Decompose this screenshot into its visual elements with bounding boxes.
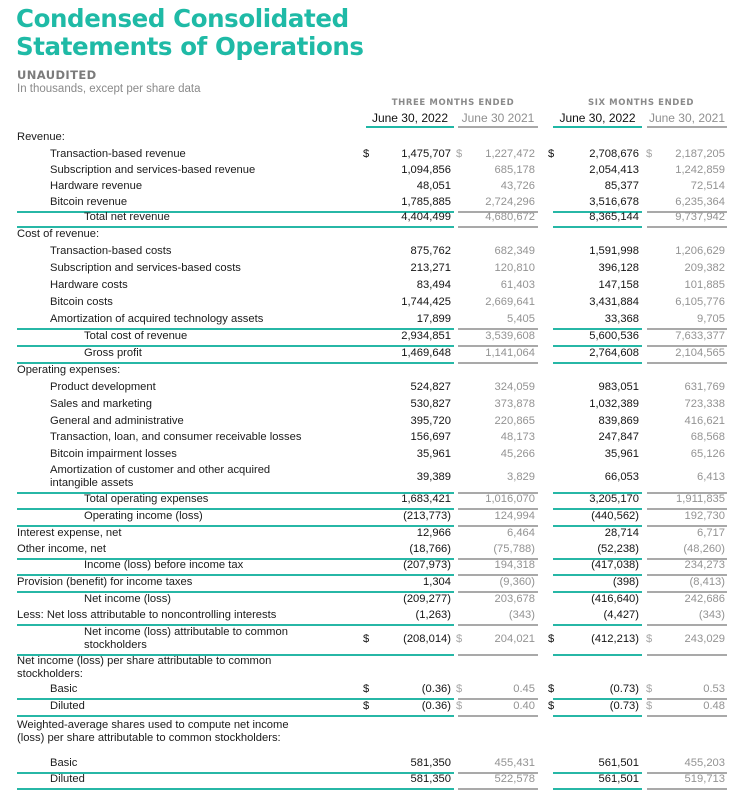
cell-c1: (208,014): [403, 633, 451, 645]
table-row: [0, 429, 750, 446]
row-label: Bitcoin impairment losses: [50, 448, 177, 460]
cell-c4: (343): [698, 609, 725, 621]
row-label: Hardware costs: [50, 279, 128, 291]
cell-c2: 120,810: [494, 262, 535, 274]
cell-c1: 1,304: [423, 576, 451, 588]
cell-c1: (209,277): [403, 593, 451, 605]
table-row: [0, 260, 750, 277]
cell-c3: (440,562): [591, 510, 639, 522]
title-line-1: Condensed Consolidated: [16, 4, 349, 33]
cell-c4: 1,911,835: [676, 493, 725, 505]
cell-c2: 455,431: [494, 757, 535, 769]
dollar-sign: $: [363, 633, 370, 645]
row-label: Amortization of customer and other acquired intangible assets: [50, 464, 271, 489]
row-label: Provision (benefit) for income taxes: [17, 576, 193, 588]
cell-c3: 3,205,170: [589, 493, 639, 505]
cell-c3: 33,368: [604, 313, 639, 325]
row-label: Sales and marketing: [50, 398, 152, 410]
row-label: Total cost of revenue: [84, 330, 188, 342]
cell-c2: 61,403: [500, 279, 535, 291]
table-row: [0, 277, 750, 294]
dollar-sign: $: [548, 148, 555, 160]
cell-c1: 213,271: [410, 262, 451, 274]
cell-c1: 530,827: [410, 398, 451, 410]
row-label: Revenue:: [17, 131, 65, 143]
col-header-6m-2021: June 30, 2021: [647, 111, 727, 128]
cell-c2: 324,059: [494, 381, 535, 393]
cell-c2: 522,578: [494, 773, 535, 785]
table-row: [0, 362, 750, 379]
cell-c1: 17,899: [416, 313, 451, 325]
table-row: [0, 491, 750, 508]
cell-c2: 204,021: [494, 633, 535, 645]
table-row: [0, 698, 750, 715]
cell-c3: 2,708,676: [589, 148, 639, 160]
cell-c4: (8,413): [689, 576, 725, 588]
row-label: Other income, net: [17, 543, 106, 555]
row-label: Diluted: [50, 700, 85, 712]
cell-c3: 28,714: [604, 527, 639, 539]
cell-c1: 1,785,885: [401, 196, 451, 208]
cell-c4: 68,568: [690, 431, 725, 443]
table-row: [0, 591, 750, 608]
cell-c3: 247,847: [598, 431, 639, 443]
cell-c3: 35,961: [604, 448, 639, 460]
row-label: Less: Net loss attributable to noncontrolling interests: [17, 609, 277, 621]
cell-c4: 1,242,859: [675, 164, 725, 176]
dollar-sign: $: [548, 633, 555, 645]
dollar-sign: $: [456, 633, 463, 645]
cell-c2: 1,016,070: [485, 493, 535, 505]
cell-c3: 983,051: [598, 381, 639, 393]
cell-c1: 39,389: [416, 471, 451, 483]
row-label: General and administrative: [50, 415, 184, 427]
cell-c1: 1,094,856: [401, 164, 451, 176]
table-row: [0, 717, 750, 749]
row-label: Total operating expenses: [84, 493, 209, 505]
cell-c2: (343): [508, 609, 535, 621]
cell-c3: 1,591,998: [589, 245, 639, 257]
dollar-sign: $: [548, 683, 555, 695]
table-row: [0, 681, 750, 698]
row-divider: [458, 788, 538, 790]
cell-c1: 156,697: [410, 431, 451, 443]
row-label: Bitcoin costs: [50, 296, 113, 308]
row-label: Product development: [50, 381, 156, 393]
cell-c3: (416,640): [591, 593, 639, 605]
dollar-sign: $: [456, 683, 463, 695]
row-label: Hardware revenue: [50, 180, 143, 192]
row-divider: [17, 788, 454, 790]
row-label: Net income (loss) attributable to common stockholders: [84, 626, 288, 651]
cell-c2: 373,878: [494, 398, 535, 410]
table-row: [0, 243, 750, 260]
cell-c3: 2,054,413: [589, 164, 639, 176]
dollar-sign: $: [646, 683, 653, 695]
six-months-header: SIX MONTHS ENDED: [587, 98, 695, 108]
cell-c1: (1,263): [415, 609, 451, 621]
cell-c4: 243,029: [684, 633, 725, 645]
cell-c1: 395,720: [410, 415, 451, 427]
cell-c3: 1,032,389: [589, 398, 639, 410]
cell-c4: 6,413: [697, 471, 725, 483]
cell-c3: 66,053: [604, 471, 639, 483]
cell-c4: 2,187,205: [675, 148, 725, 160]
table-row: [0, 413, 750, 430]
cell-c2: 4,680,672: [485, 211, 535, 223]
table-row: [0, 755, 750, 772]
cell-c1: (18,766): [409, 543, 451, 555]
cell-c2: 1,227,472: [485, 148, 535, 160]
cell-c1: 1,744,425: [401, 296, 451, 308]
cell-c1: 83,494: [416, 279, 451, 291]
row-label: Basic: [50, 757, 78, 769]
cell-c4: 723,338: [684, 398, 725, 410]
row-label: Basic: [50, 683, 78, 695]
row-label: Interest expense, net: [17, 527, 122, 539]
cell-c2: 0.45: [513, 683, 535, 695]
cell-c2: 45,266: [500, 448, 535, 460]
row-label: Subscription and services-based costs: [50, 262, 241, 274]
table-row: [0, 525, 750, 542]
cell-c2: 220,865: [494, 415, 535, 427]
col-header-6m-2022: June 30, 2022: [553, 111, 642, 128]
cell-c3: (412,213): [591, 633, 639, 645]
cell-c1: 35,961: [416, 448, 451, 460]
cell-c2: 682,349: [494, 245, 535, 257]
table-row: [0, 328, 750, 345]
cell-c4: 519,713: [684, 773, 725, 785]
cell-c1: 4,404,499: [401, 211, 451, 223]
row-label: Transaction-based costs: [50, 245, 172, 257]
dollar-sign: $: [363, 683, 370, 695]
cell-c2: 5,405: [507, 313, 535, 325]
cell-c4: 72,514: [690, 180, 725, 192]
table-row: [0, 311, 750, 328]
cell-c4: 6,235,364: [675, 196, 725, 208]
table-row: [0, 129, 750, 146]
cell-c4: 242,686: [684, 593, 725, 605]
cell-c4: 0.48: [703, 700, 725, 712]
cell-c4: 65,126: [690, 448, 725, 460]
cell-c1: 12,966: [416, 527, 451, 539]
table-row: [0, 345, 750, 362]
cell-c2: 194,318: [494, 559, 535, 571]
cell-c4: 0.53: [703, 683, 725, 695]
cell-c3: 147,158: [598, 279, 639, 291]
table-row: [0, 162, 750, 179]
dollar-sign: $: [646, 633, 653, 645]
col-header-3m-2021: June 30 2021: [458, 111, 538, 128]
table-row: [0, 541, 750, 558]
row-label: Amortization of acquired technology assets: [50, 313, 264, 325]
row-label: Net income (loss): [84, 593, 172, 605]
cell-c1: (0.36): [421, 683, 451, 695]
row-label: Gross profit: [84, 347, 142, 359]
cell-c1: 581,350: [410, 757, 451, 769]
row-label: Operating expenses:: [17, 364, 121, 376]
cell-c1: 524,827: [410, 381, 451, 393]
cell-c4: 455,203: [684, 757, 725, 769]
cell-c3: (52,238): [597, 543, 639, 555]
cell-c1: (213,773): [403, 510, 451, 522]
table-row: [0, 508, 750, 525]
cell-c2: 124,994: [494, 510, 535, 522]
cell-c1: (0.36): [421, 700, 451, 712]
dollar-sign: $: [646, 700, 653, 712]
row-divider: [647, 788, 727, 790]
cell-c3: 839,869: [598, 415, 639, 427]
dollar-sign: $: [363, 700, 370, 712]
col-header-3m-2022: June 30, 2022: [366, 111, 454, 128]
row-label: Bitcoin revenue: [50, 196, 128, 208]
table-row: [0, 226, 750, 243]
cell-c4: 416,621: [684, 415, 725, 427]
row-label: Cost of revenue:: [17, 228, 100, 240]
title-line-2: Statements of Operations: [16, 32, 364, 61]
cell-c2: (75,788): [493, 543, 535, 555]
cell-c4: 192,730: [684, 510, 725, 522]
cell-c2: 2,724,296: [485, 196, 535, 208]
table-row: [0, 209, 750, 226]
table-row: [0, 624, 750, 654]
cell-c1: 1,469,648: [401, 347, 451, 359]
cell-c3: 561,501: [598, 757, 639, 769]
cell-c3: 396,128: [598, 262, 639, 274]
units-note: In thousands, except per share data: [17, 83, 201, 95]
cell-c3: (0.73): [609, 683, 639, 695]
cell-c4: 1,206,629: [675, 245, 725, 257]
page-title: [16, 5, 364, 61]
cell-c1: 875,762: [410, 245, 451, 257]
cell-c4: 234,273: [684, 559, 725, 571]
table-row: [0, 557, 750, 574]
cell-c3: 8,365,144: [589, 211, 639, 223]
cell-c4: 6,105,776: [675, 296, 725, 308]
row-label: Transaction-based revenue: [50, 148, 186, 160]
cell-c1: 48,051: [416, 180, 451, 192]
row-label: Diluted: [50, 773, 85, 785]
dollar-sign: $: [646, 148, 653, 160]
cell-c2: 2,669,641: [485, 296, 535, 308]
cell-c4: 209,382: [684, 262, 725, 274]
dollar-sign: $: [456, 148, 463, 160]
table-row: [0, 771, 750, 788]
cell-c2: 3,829: [507, 471, 535, 483]
table-row: [0, 574, 750, 591]
cell-c1: 1,683,421: [401, 493, 451, 505]
cell-c4: 7,633,377: [675, 330, 725, 342]
cell-c4: 2,104,565: [675, 347, 725, 359]
cell-c4: 6,717: [697, 527, 725, 539]
cell-c3: (4,427): [603, 609, 639, 621]
table-row: [0, 294, 750, 311]
table-row: [0, 607, 750, 624]
cell-c4: 101,885: [684, 279, 725, 291]
dollar-sign: $: [548, 700, 555, 712]
table-row: [0, 446, 750, 463]
cell-c2: 6,464: [507, 527, 535, 539]
table-row: [0, 653, 750, 683]
row-label: Transaction, loan, and consumer receivable losses: [50, 431, 302, 443]
cell-c2: (9,360): [499, 576, 535, 588]
cell-c2: 3,539,608: [485, 330, 535, 342]
cell-c2: 1,141,064: [485, 347, 535, 359]
dollar-sign: $: [456, 700, 463, 712]
cell-c4: (48,260): [683, 543, 725, 555]
table-row: [0, 146, 750, 163]
cell-c3: 561,501: [598, 773, 639, 785]
cell-c3: 3,431,884: [589, 296, 639, 308]
unaudited-label: UNAUDITED: [17, 68, 97, 82]
cell-c3: 3,516,678: [589, 196, 639, 208]
cell-c2: 48,173: [500, 431, 535, 443]
dollar-sign: $: [363, 148, 370, 160]
cell-c3: (398): [612, 576, 639, 588]
row-label: Income (loss) before income tax: [84, 559, 244, 571]
row-label: Subscription and services-based revenue: [50, 164, 256, 176]
row-divider: [553, 788, 642, 790]
cell-c3: 5,600,536: [589, 330, 639, 342]
three-months-header: THREE MONTHS ENDED: [391, 98, 515, 108]
cell-c1: 2,934,851: [401, 330, 451, 342]
row-label: Total net revenue: [84, 211, 170, 223]
cell-c3: 85,377: [604, 180, 639, 192]
table-row: [0, 178, 750, 195]
row-label: Operating income (loss): [84, 510, 203, 522]
cell-c3: (417,038): [591, 559, 639, 571]
cell-c2: 203,678: [494, 593, 535, 605]
cell-c4: 9,737,942: [675, 211, 725, 223]
cell-c2: 685,178: [494, 164, 535, 176]
cell-c3: (0.73): [609, 700, 639, 712]
cell-c1: (207,973): [403, 559, 451, 571]
table-row: [0, 396, 750, 413]
table-row: [0, 462, 750, 492]
cell-c4: 631,769: [684, 381, 725, 393]
cell-c4: 9,705: [697, 313, 725, 325]
table-row: [0, 379, 750, 396]
cell-c1: 581,350: [410, 773, 451, 785]
row-label: Weighted-average shares used to compute net income (loss) per share attributable to common stockholders:: [17, 719, 289, 744]
cell-c2: 0.40: [513, 700, 535, 712]
cell-c1: 1,475,707: [401, 148, 451, 160]
cell-c3: 2,764,608: [589, 347, 639, 359]
row-label: Net income (loss) per share attributable to common stockholders:: [17, 655, 272, 680]
cell-c2: 43,726: [500, 180, 535, 192]
